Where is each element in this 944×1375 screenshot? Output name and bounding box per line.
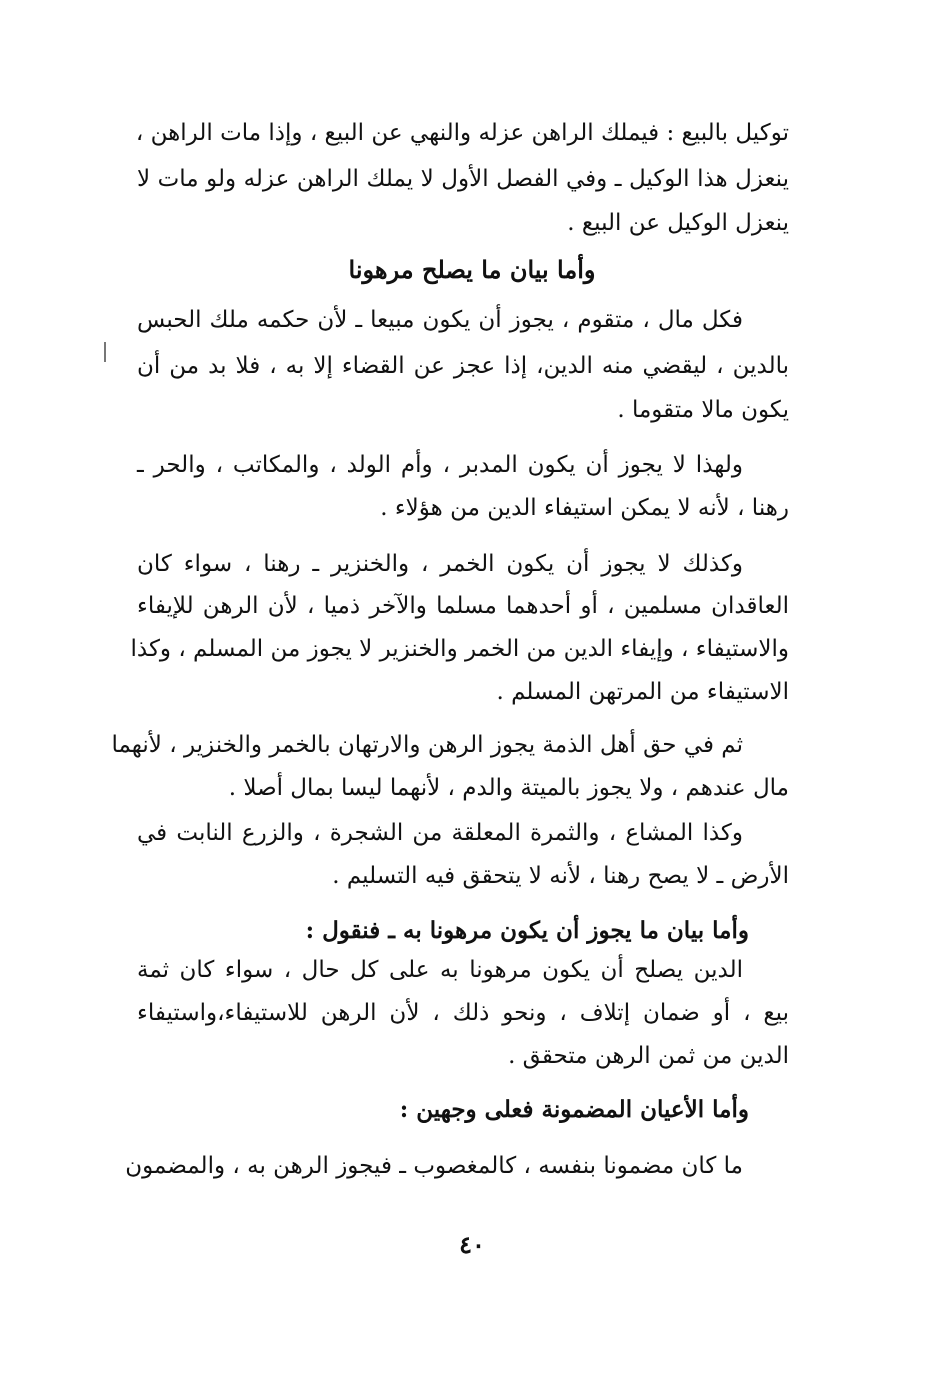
text-line: الاستيفاء من المرتهن المسلم . (496, 679, 789, 705)
text-line: توكيل بالبيع : فيملك الراهن عزله والنهي عن البيع ، وإذا مات الراهن ، (135, 120, 789, 146)
text-line: ينعزل الوكيل عن البيع . (567, 210, 789, 236)
text-line: ما كان مضمونا بنفسه ، كالمغصوب ـ فيجوز الرهن به ، والمضمون (125, 1153, 743, 1179)
page-number: ٤٠ (459, 1230, 485, 1259)
section-heading: وأما بيان ما يجوز أن يكون مرهونا به ـ فنقول : (305, 917, 749, 944)
subsection-heading: وأما الأعيان المضمونة فعلى وجهين : (399, 1096, 749, 1123)
text-line: ينعزل هذا الوكيل ـ وفي الفصل الأول لا يملك الراهن عزله ولو مات لا (137, 166, 789, 192)
text-line: رهنا ، لأنه لا يمكن استيفاء الدين من هؤلاء . (380, 495, 789, 521)
text-line: وكذلك لا يجوز أن يكون الخمر ، والخنزير ـ رهنا ، سواء كان (137, 551, 743, 577)
text-line: العاقدان مسلمين ، أو أحدهما مسلما والآخر ذميا ، لأن الرهن للإيفاء (137, 593, 789, 619)
text-line: بيع ، أو ضمان إتلاف ، ونحو ذلك ، لأن الرهن للاستيفاء،واستيفاء (137, 1000, 789, 1026)
text-line: ولهذا لا يجوز أن يكون المدبر ، وأم الولد ، والمكاتب ، والحر ـ (137, 452, 743, 478)
section-heading: وأما بيان ما يصلح مرهونا (348, 255, 596, 284)
text-line: الدين يصلح أن يكون مرهونا به على كل حال ، سواء كان ثمة (137, 957, 743, 983)
text-line: مال عندهم ، ولا يجوز بالميتة والدم ، لأنهما ليسا بمال أصلا . (228, 775, 789, 801)
text-line: فكل مال ، متقوم ، يجوز أن يكون مبيعا ـ لأن حكمه ملك الحبس (137, 307, 743, 333)
text-line: وكذا المشاع ، والثمرة المعلقة من الشجرة ، والزرع النابت في (137, 820, 743, 846)
text-line: والاستيفاء ، وإيفاء الدين من الخمر والخنزير لا يجوز من المسلم ، وكذا (130, 636, 789, 662)
text-line: ثم في حق أهل الذمة يجوز الرهن والارتهان بالخمر والخنزير ، لأنهما (111, 732, 743, 758)
text-line: يكون مالا متقوما . (617, 397, 789, 423)
text-line: بالدين ، ليقضي منه الدين، إذا عجز عن القضاء إلا به ، فلا بد من أن (137, 353, 789, 379)
text-line: الأرض ـ لا يصح رهنا ، لأنه لا يتحقق فيه التسليم . (332, 863, 789, 889)
text-line: الدين من ثمن الرهن متحقق . (508, 1043, 789, 1069)
margin-mark (104, 342, 106, 362)
